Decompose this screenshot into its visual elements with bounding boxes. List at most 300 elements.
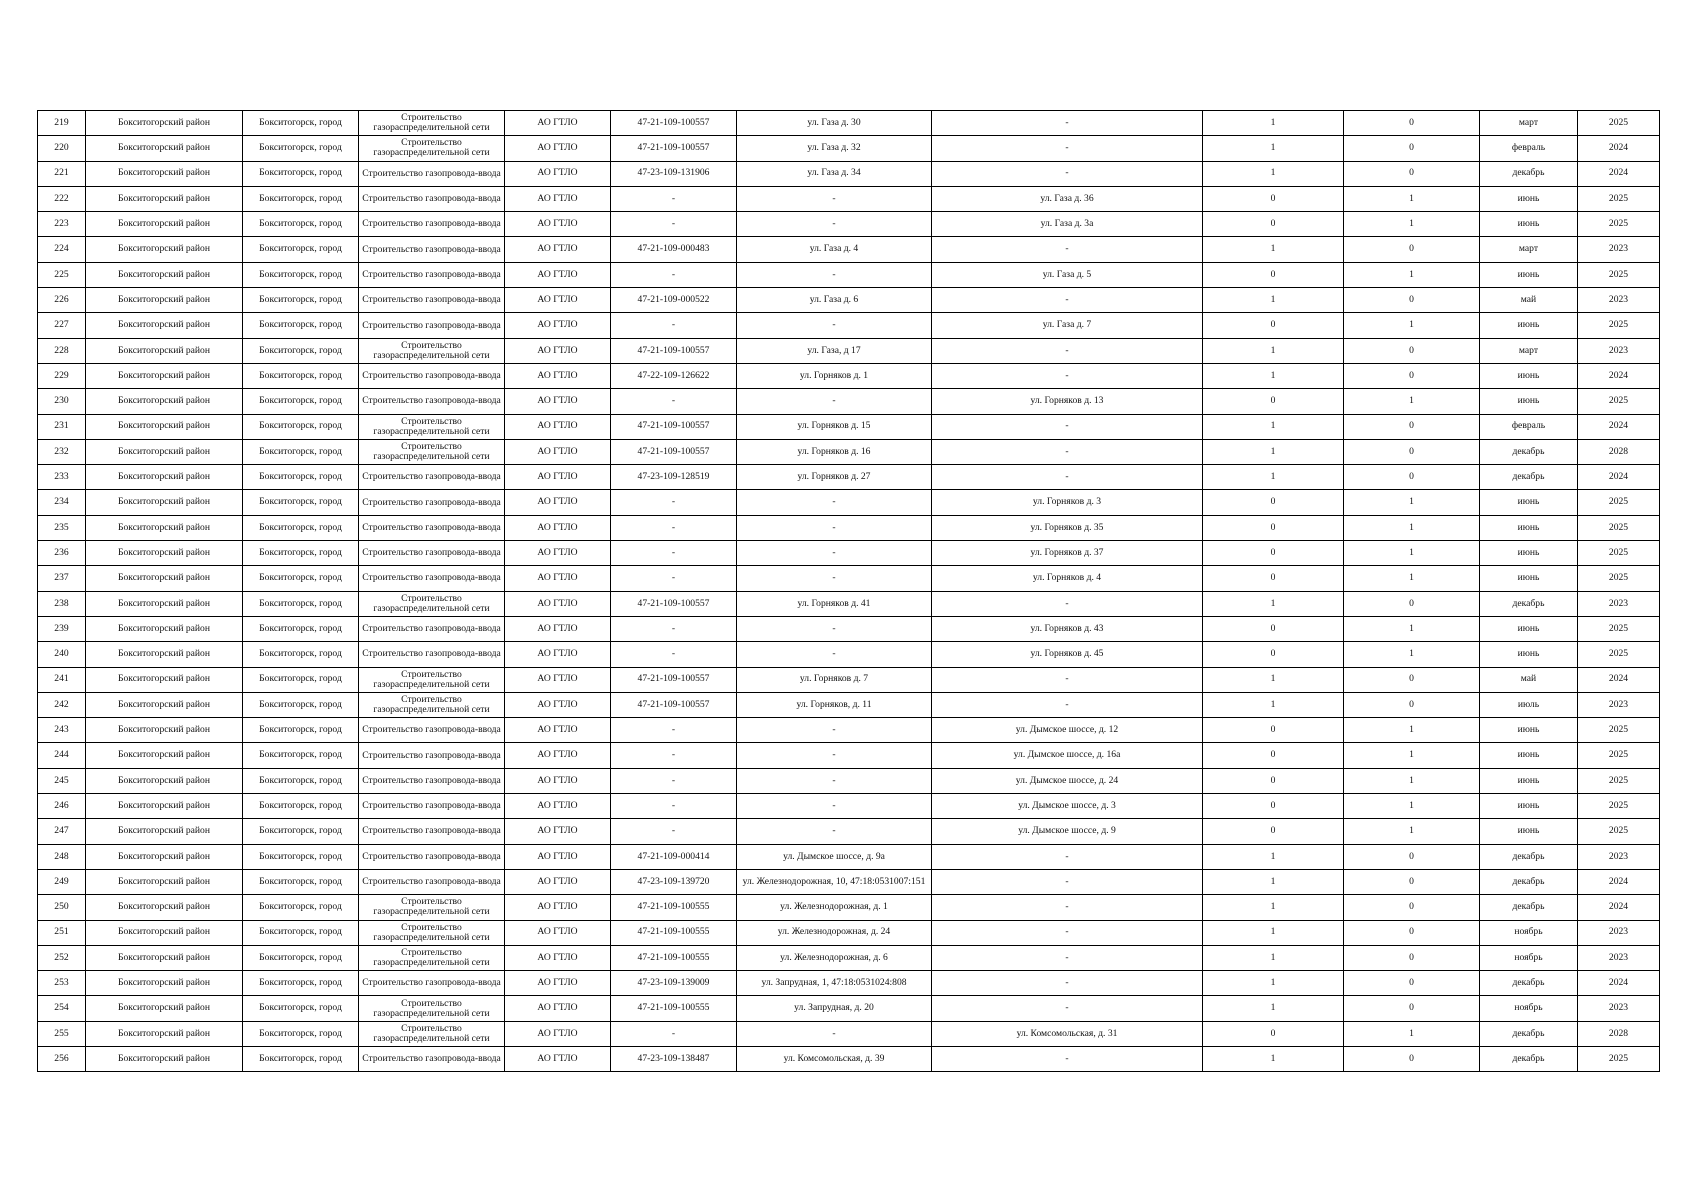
cell-address-planned: - [932,869,1203,894]
cell-district: Бокситогорский район [86,844,243,869]
cell-settlement: Бокситогорск, город [243,971,359,996]
cell-address-planned: ул. Горняков д. 13 [932,389,1203,414]
cell-settlement: Бокситогорск, город [243,490,359,515]
cell-address: - [737,616,932,641]
cell-district: Бокситогорский район [86,566,243,591]
cell-settlement: Бокситогорск, город [243,111,359,136]
cell-object-code: - [611,212,737,237]
cell-row-number: 227 [38,313,86,338]
cell-settlement: Бокситогорск, город [243,439,359,464]
document-page [37,110,1659,1072]
cell-district: Бокситогорский район [86,136,243,161]
cell-address-planned: - [932,1046,1203,1071]
cell-address-planned: - [932,971,1203,996]
cell-district: Бокситогорский район [86,1021,243,1046]
cell-month: ноябрь [1480,945,1578,970]
cell-work-type: Строительство газораспределительной сети [359,945,505,970]
cell-organization: АО ГТЛО [505,363,611,388]
cell-row-number: 244 [38,743,86,768]
cell-count-planned: 1 [1344,794,1480,819]
cell-district: Бокситогорский район [86,490,243,515]
cell-count-planned: 0 [1344,945,1480,970]
cell-year: 2025 [1578,186,1660,211]
cell-work-type: Строительство газопровода-ввода [359,566,505,591]
cell-district: Бокситогорский район [86,111,243,136]
cell-work-type: Строительство газопровода-ввода [359,288,505,313]
cell-count-existing: 0 [1203,794,1344,819]
cell-year: 2025 [1578,490,1660,515]
cell-settlement: Бокситогорск, город [243,515,359,540]
cell-object-code: - [611,541,737,566]
cell-organization: АО ГТЛО [505,313,611,338]
cell-object-code: 47-21-109-100557 [611,136,737,161]
cell-count-existing: 1 [1203,591,1344,616]
cell-year: 2025 [1578,111,1660,136]
cell-settlement: Бокситогорск, город [243,743,359,768]
cell-district: Бокситогорский район [86,667,243,692]
cell-settlement: Бокситогорск, город [243,819,359,844]
table-row [38,111,1660,136]
cell-year: 2025 [1578,389,1660,414]
cell-count-planned: 0 [1344,844,1480,869]
cell-work-type: Строительство газопровода-ввода [359,363,505,388]
cell-month: июль [1480,692,1578,717]
cell-address-planned: ул. Горняков д. 37 [932,541,1203,566]
cell-count-existing: 1 [1203,667,1344,692]
cell-district: Бокситогорский район [86,541,243,566]
cell-address-planned: ул. Комсомольская, д. 31 [932,1021,1203,1046]
cell-district: Бокситогорский район [86,414,243,439]
cell-row-number: 248 [38,844,86,869]
cell-count-existing: 1 [1203,869,1344,894]
cell-year: 2025 [1578,743,1660,768]
cell-row-number: 249 [38,869,86,894]
cell-address: ул. Запрудная, д. 20 [737,996,932,1021]
cell-row-number: 226 [38,288,86,313]
cell-row-number: 242 [38,692,86,717]
cell-organization: АО ГТЛО [505,262,611,287]
cell-settlement: Бокситогорск, город [243,566,359,591]
cell-year: 2025 [1578,541,1660,566]
cell-month: июнь [1480,313,1578,338]
cell-settlement: Бокситогорск, город [243,313,359,338]
cell-row-number: 255 [38,1021,86,1046]
cell-address-planned: ул. Газа д. 7 [932,313,1203,338]
cell-row-number: 252 [38,945,86,970]
cell-row-number: 243 [38,718,86,743]
cell-address-planned: ул. Дымское шоссе, д. 9 [932,819,1203,844]
cell-count-existing: 1 [1203,111,1344,136]
cell-organization: АО ГТЛО [505,819,611,844]
cell-year: 2023 [1578,288,1660,313]
cell-year: 2025 [1578,718,1660,743]
table-row [38,262,1660,287]
cell-address: - [737,212,932,237]
cell-year: 2023 [1578,920,1660,945]
table-row [38,794,1660,819]
cell-organization: АО ГТЛО [505,389,611,414]
cell-organization: АО ГТЛО [505,844,611,869]
cell-address: ул. Комсомольская, д. 39 [737,1046,932,1071]
cell-address: ул. Горняков д. 27 [737,465,932,490]
table-row [38,996,1660,1021]
cell-district: Бокситогорский район [86,338,243,363]
cell-address-planned: ул. Дымское шоссе, д. 24 [932,768,1203,793]
cell-object-code: 47-21-109-100555 [611,920,737,945]
cell-work-type: Строительство газопровода-ввода [359,465,505,490]
cell-object-code: - [611,743,737,768]
cell-count-existing: 0 [1203,718,1344,743]
cell-count-planned: 0 [1344,439,1480,464]
table-row [38,541,1660,566]
cell-address-planned: - [932,591,1203,616]
cell-row-number: 254 [38,996,86,1021]
cell-address-planned: - [932,920,1203,945]
table-row [38,490,1660,515]
cell-address: - [737,768,932,793]
cell-organization: АО ГТЛО [505,161,611,186]
cell-address-planned: ул. Горняков д. 4 [932,566,1203,591]
cell-row-number: 256 [38,1046,86,1071]
cell-district: Бокситогорский район [86,515,243,540]
cell-address: - [737,515,932,540]
cell-count-existing: 1 [1203,414,1344,439]
cell-month: декабрь [1480,161,1578,186]
cell-settlement: Бокситогорск, город [243,844,359,869]
cell-object-code: - [611,642,737,667]
cell-work-type: Строительство газопровода-ввода [359,161,505,186]
table-row [38,566,1660,591]
cell-object-code: 47-23-109-139720 [611,869,737,894]
cell-year: 2025 [1578,642,1660,667]
cell-count-existing: 1 [1203,136,1344,161]
cell-object-code: 47-21-109-100557 [611,439,737,464]
cell-year: 2025 [1578,768,1660,793]
cell-address-planned: - [932,161,1203,186]
cell-object-code: 47-22-109-126622 [611,363,737,388]
cell-address: ул. Железнодорожная, д. 24 [737,920,932,945]
cell-count-existing: 0 [1203,389,1344,414]
cell-count-planned: 1 [1344,212,1480,237]
cell-work-type: Строительство газораспределительной сети [359,667,505,692]
cell-work-type: Строительство газопровода-ввода [359,262,505,287]
cell-address-planned: ул. Горняков д. 43 [932,616,1203,641]
cell-settlement: Бокситогорск, город [243,414,359,439]
cell-district: Бокситогорский район [86,920,243,945]
cell-month: июнь [1480,186,1578,211]
cell-year: 2023 [1578,945,1660,970]
cell-month: ноябрь [1480,920,1578,945]
table-row [38,616,1660,641]
cell-work-type: Строительство газораспределительной сети [359,1021,505,1046]
cell-row-number: 228 [38,338,86,363]
cell-year: 2024 [1578,465,1660,490]
cell-row-number: 251 [38,920,86,945]
cell-district: Бокситогорский район [86,186,243,211]
cell-address-planned: ул. Дымское шоссе, д. 3 [932,794,1203,819]
cell-address: ул. Дымское шоссе, д. 9а [737,844,932,869]
cell-object-code: - [611,768,737,793]
cell-district: Бокситогорский район [86,895,243,920]
cell-work-type: Строительство газопровода-ввода [359,718,505,743]
cell-organization: АО ГТЛО [505,743,611,768]
cell-address: ул. Газа д. 32 [737,136,932,161]
cell-count-existing: 0 [1203,768,1344,793]
cell-district: Бокситогорский район [86,313,243,338]
cell-settlement: Бокситогорск, город [243,288,359,313]
cell-organization: АО ГТЛО [505,768,611,793]
cell-object-code: 47-21-109-100557 [611,111,737,136]
cell-row-number: 225 [38,262,86,287]
cell-object-code: 47-21-109-100557 [611,414,737,439]
cell-address-planned: - [932,692,1203,717]
cell-year: 2024 [1578,363,1660,388]
cell-district: Бокситогорский район [86,237,243,262]
cell-settlement: Бокситогорск, город [243,465,359,490]
cell-address-planned: - [932,844,1203,869]
cell-count-planned: 1 [1344,313,1480,338]
cell-address-planned: ул. Газа д. 5 [932,262,1203,287]
cell-organization: АО ГТЛО [505,288,611,313]
cell-count-planned: 0 [1344,414,1480,439]
cell-object-code: - [611,819,737,844]
cell-count-existing: 0 [1203,515,1344,540]
cell-district: Бокситогорский район [86,692,243,717]
cell-row-number: 232 [38,439,86,464]
cell-settlement: Бокситогорск, город [243,186,359,211]
table-row [38,920,1660,945]
cell-count-existing: 1 [1203,971,1344,996]
cell-row-number: 245 [38,768,86,793]
cell-month: июнь [1480,212,1578,237]
table-row [38,642,1660,667]
cell-count-existing: 1 [1203,895,1344,920]
cell-object-code: - [611,313,737,338]
cell-work-type: Строительство газораспределительной сети [359,439,505,464]
cell-count-existing: 0 [1203,490,1344,515]
cell-count-existing: 0 [1203,819,1344,844]
cell-count-existing: 1 [1203,844,1344,869]
cell-month: июнь [1480,819,1578,844]
cell-object-code: - [611,186,737,211]
cell-address-planned: ул. Газа д. 36 [932,186,1203,211]
table-row [38,667,1660,692]
cell-address-planned: - [932,414,1203,439]
cell-object-code: 47-23-109-139009 [611,971,737,996]
table-row [38,161,1660,186]
cell-row-number: 240 [38,642,86,667]
cell-work-type: Строительство газопровода-ввода [359,642,505,667]
cell-work-type: Строительство газораспределительной сети [359,591,505,616]
cell-district: Бокситогорский район [86,945,243,970]
cell-organization: АО ГТЛО [505,794,611,819]
cell-count-planned: 1 [1344,1021,1480,1046]
cell-month: декабрь [1480,1021,1578,1046]
table-row [38,338,1660,363]
cell-count-planned: 0 [1344,591,1480,616]
cell-organization: АО ГТЛО [505,591,611,616]
cell-year: 2028 [1578,1021,1660,1046]
cell-work-type: Строительство газопровода-ввода [359,844,505,869]
cell-work-type: Строительство газопровода-ввода [359,616,505,641]
cell-work-type: Строительство газораспределительной сети [359,414,505,439]
cell-organization: АО ГТЛО [505,971,611,996]
table-row [38,971,1660,996]
cell-address-planned: ул. Дымское шоссе, д. 16а [932,743,1203,768]
cell-year: 2025 [1578,616,1660,641]
cell-count-existing: 0 [1203,566,1344,591]
cell-month: март [1480,111,1578,136]
cell-row-number: 239 [38,616,86,641]
cell-year: 2025 [1578,262,1660,287]
cell-settlement: Бокситогорск, город [243,1046,359,1071]
cell-work-type: Строительство газопровода-ввода [359,237,505,262]
cell-count-planned: 0 [1344,338,1480,363]
cell-work-type: Строительство газопровода-ввода [359,743,505,768]
cell-organization: АО ГТЛО [505,616,611,641]
table-row [38,186,1660,211]
cell-count-planned: 0 [1344,667,1480,692]
cell-organization: АО ГТЛО [505,541,611,566]
table-row [38,768,1660,793]
cell-count-planned: 0 [1344,869,1480,894]
cell-month: май [1480,667,1578,692]
cell-row-number: 229 [38,363,86,388]
cell-address-planned: - [932,288,1203,313]
cell-organization: АО ГТЛО [505,136,611,161]
cell-month: ноябрь [1480,996,1578,1021]
cell-address: ул. Газа, д 17 [737,338,932,363]
cell-work-type: Строительство газораспределительной сети [359,338,505,363]
cell-settlement: Бокситогорск, город [243,363,359,388]
cell-year: 2023 [1578,844,1660,869]
cell-count-existing: 1 [1203,920,1344,945]
cell-address: - [737,566,932,591]
cell-count-existing: 0 [1203,541,1344,566]
cell-work-type: Строительство газопровода-ввода [359,515,505,540]
cell-work-type: Строительство газопровода-ввода [359,794,505,819]
cell-district: Бокситогорский район [86,819,243,844]
table-row [38,136,1660,161]
cell-settlement: Бокситогорск, город [243,541,359,566]
cell-row-number: 253 [38,971,86,996]
cell-settlement: Бокситогорск, город [243,718,359,743]
cell-address: ул. Горняков д. 1 [737,363,932,388]
cell-district: Бокситогорский район [86,1046,243,1071]
cell-settlement: Бокситогорск, город [243,389,359,414]
cell-organization: АО ГТЛО [505,338,611,363]
cell-district: Бокситогорский район [86,439,243,464]
cell-district: Бокситогорский район [86,212,243,237]
cell-object-code: - [611,515,737,540]
cell-work-type: Строительство газопровода-ввода [359,313,505,338]
cell-address: ул. Железнодорожная, 10, 47:18:0531007:151 [737,869,932,894]
cell-year: 2025 [1578,515,1660,540]
cell-organization: АО ГТЛО [505,718,611,743]
cell-address: - [737,541,932,566]
cell-count-existing: 1 [1203,465,1344,490]
cell-object-code: 47-21-109-100555 [611,895,737,920]
cell-year: 2024 [1578,161,1660,186]
cell-count-planned: 1 [1344,642,1480,667]
cell-count-existing: 1 [1203,338,1344,363]
cell-address-planned: - [932,363,1203,388]
cell-count-planned: 0 [1344,136,1480,161]
cell-district: Бокситогорский район [86,642,243,667]
cell-year: 2023 [1578,996,1660,1021]
cell-object-code: - [611,490,737,515]
table-row [38,515,1660,540]
cell-count-existing: 1 [1203,161,1344,186]
cell-address: ул. Горняков, д. 11 [737,692,932,717]
cell-object-code: - [611,566,737,591]
cell-address: - [737,794,932,819]
cell-organization: АО ГТЛО [505,490,611,515]
cell-settlement: Бокситогорск, город [243,895,359,920]
cell-object-code: - [611,616,737,641]
cell-month: июнь [1480,768,1578,793]
cell-year: 2025 [1578,212,1660,237]
cell-work-type: Строительство газопровода-ввода [359,819,505,844]
cell-organization: АО ГТЛО [505,692,611,717]
cell-count-existing: 1 [1203,1046,1344,1071]
cell-work-type: Строительство газопровода-ввода [359,389,505,414]
cell-address-planned: - [932,895,1203,920]
cell-district: Бокситогорский район [86,768,243,793]
cell-organization: АО ГТЛО [505,945,611,970]
cell-year: 2025 [1578,566,1660,591]
cell-count-planned: 1 [1344,768,1480,793]
table-row [38,212,1660,237]
table-row [38,439,1660,464]
cell-count-planned: 1 [1344,389,1480,414]
cell-settlement: Бокситогорск, город [243,1021,359,1046]
cell-row-number: 221 [38,161,86,186]
cell-count-existing: 1 [1203,363,1344,388]
cell-organization: АО ГТЛО [505,642,611,667]
cell-organization: АО ГТЛО [505,111,611,136]
cell-object-code: 47-21-109-000414 [611,844,737,869]
cell-count-existing: 0 [1203,642,1344,667]
cell-settlement: Бокситогорск, город [243,161,359,186]
cell-work-type: Строительство газопровода-ввода [359,541,505,566]
cell-count-planned: 0 [1344,971,1480,996]
cell-work-type: Строительство газораспределительной сети [359,996,505,1021]
cell-year: 2023 [1578,692,1660,717]
cell-address: ул. Горняков д. 41 [737,591,932,616]
cell-work-type: Строительство газопровода-ввода [359,971,505,996]
cell-work-type: Строительство газораспределительной сети [359,111,505,136]
cell-month: июнь [1480,389,1578,414]
cell-organization: АО ГТЛО [505,566,611,591]
cell-year: 2024 [1578,414,1660,439]
cell-settlement: Бокситогорск, город [243,616,359,641]
cell-count-planned: 0 [1344,996,1480,1021]
cell-address: ул. Запрудная, 1, 47:18:0531024:808 [737,971,932,996]
cell-month: декабрь [1480,869,1578,894]
cell-month: июнь [1480,262,1578,287]
cell-row-number: 246 [38,794,86,819]
cell-count-existing: 0 [1203,186,1344,211]
cell-district: Бокситогорский район [86,262,243,287]
cell-organization: АО ГТЛО [505,1046,611,1071]
cell-object-code: 47-23-109-138487 [611,1046,737,1071]
cell-organization: АО ГТЛО [505,465,611,490]
cell-row-number: 236 [38,541,86,566]
cell-object-code: 47-23-109-131906 [611,161,737,186]
gasification-table [37,110,1660,1072]
cell-object-code: 47-21-109-100557 [611,338,737,363]
